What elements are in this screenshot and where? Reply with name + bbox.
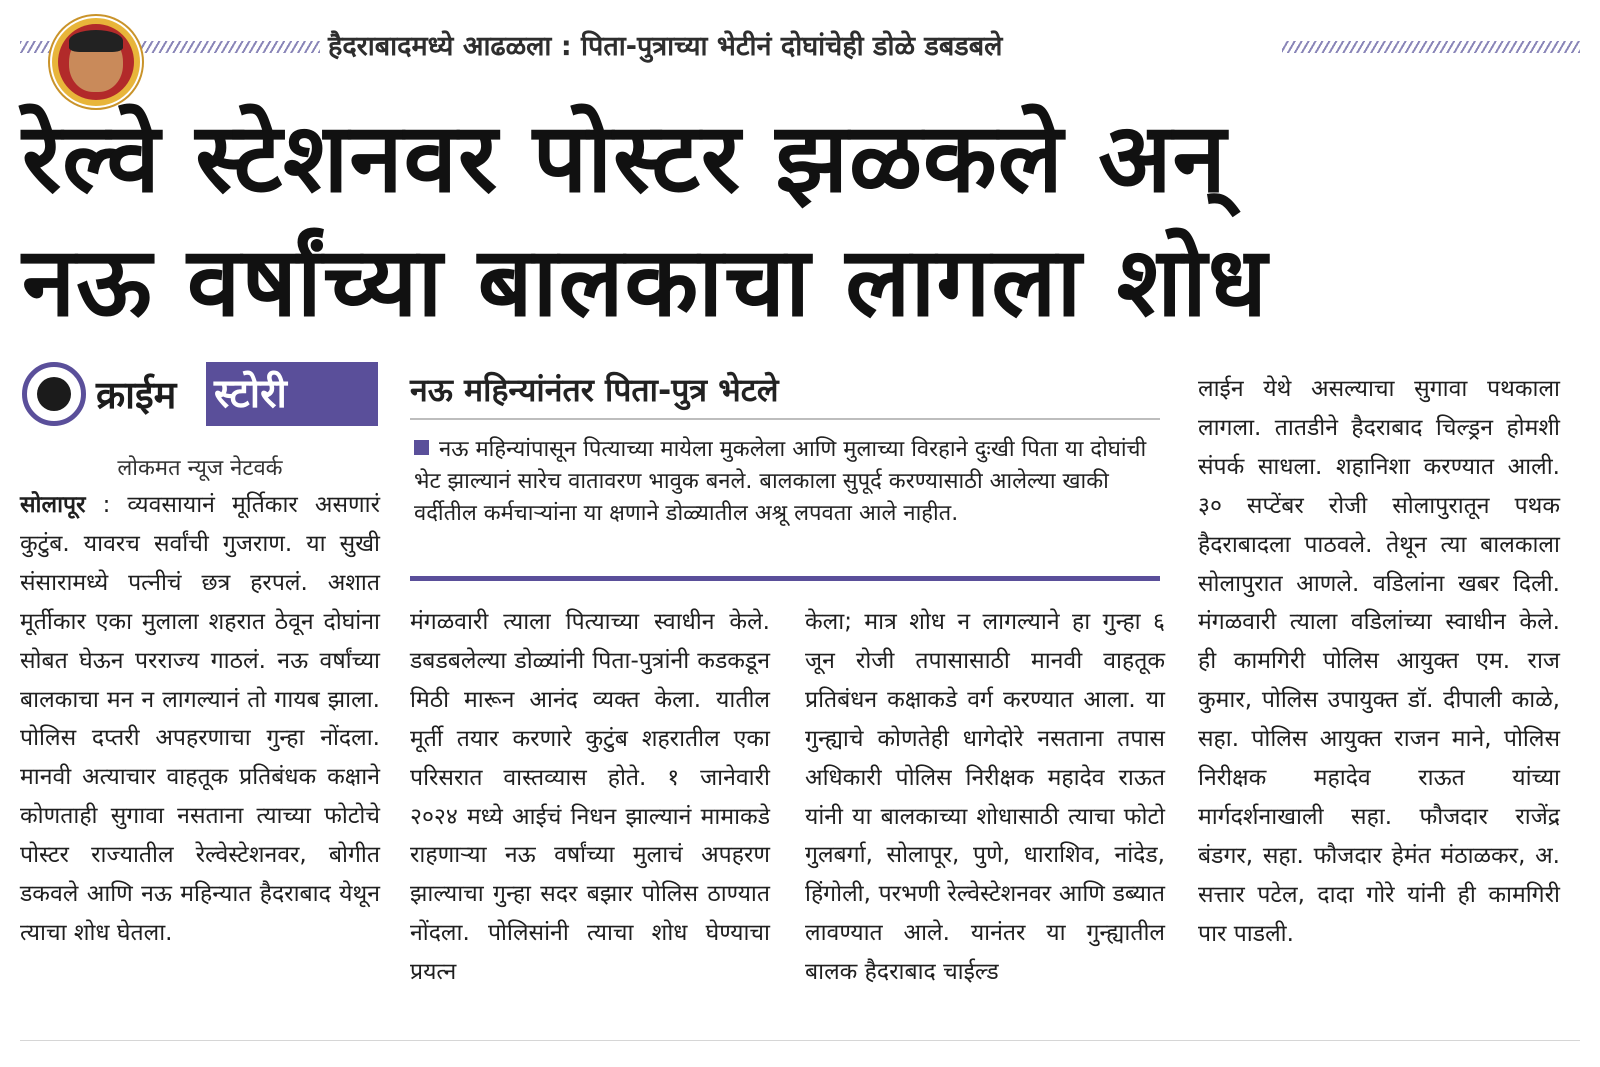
summary-text: नऊ महिन्यांपासून पित्याच्या मायेला मुकलेला आणि मुलाच्या विरहाने दुःखी पिता या दोघांची भेट झाल्यानं सारेच वातावरण भावुक बनले. बालकाला सुपूर्द करण्यासाठी आलेल्या खाकी वर्दीतील कर्मचाऱ्यांना या क्षणाने डोळ्यातील अश्रू लपवता आले नाहीत. (414, 437, 1147, 526)
subheading-divider (410, 418, 1160, 420)
dateline: सोलापूर (20, 492, 86, 518)
section-label (22, 362, 378, 428)
section-label-box (206, 362, 378, 426)
article-column-3: केला; मात्र शोध न लागल्याने हा गुन्हा ६ जून रोजी तपासासाठी मानवी वाहतूक प्रतिबंधन कक्षाकडे वर्ग करण्यात आला. या गुन्ह्याचे कोणतेही धागेदोरे नसताना तपास अधिकारी पोलिस निरीक्षक महादेव राऊत यांनी या बालकाच्या शोधासाठी त्याचा फोटो गुलबर्गा, सोलापूर, पुणे, धाराशिव, नांदेड, हिंगोली, परभणी रेल्वेस्टेशनवर आणि डब्यात लावण्यात आले. यानंतर या गुन्ह्यातील बालक हैदराबाद चाईल्ड (805, 609, 1165, 986)
logo-portrait-hair (69, 30, 123, 52)
summary-rule (410, 576, 1160, 581)
headline-line-2: नऊ वर्षांच्या बालकाचा लागला शोध (22, 226, 1268, 338)
watermark-logo-icon (50, 16, 142, 108)
crime-story-icon (22, 362, 86, 426)
kicker-bar (20, 30, 1580, 64)
bullet-square-icon (414, 440, 429, 455)
headline-line-1: रेल्वे स्टेशनवर पोस्टर झळकले अन् (22, 102, 1227, 214)
kicker-hatch-right (1282, 41, 1580, 53)
article-column-2: मंगळवारी त्याला पित्याच्या स्वाधीन केले. डबडबलेल्या डोळ्यांनी पिता-पुत्रांनी कडकडून मिठी मारून आनंद व्यक्त केला. यातील मूर्ती तयार करणारे कुटुंब शहरातील एका परिसरात वास्तव्यास होते. १ जानेवारी २०२४ मध्ये आईचं निधन झाल्यानं मामाकडे राहणाऱ्या नऊ वर्षांच्या मुलाचं अपहरण झाल्याचा गुन्हा सदर बझार पोलिस ठाण्यात नोंदला. पोलिसांनी त्याचा शोध घेण्याचा प्रयत्न (410, 609, 770, 986)
bottom-divider (20, 1040, 1580, 1041)
article-column-4: लाईन येथे असल्याचा सुगावा पथकाला लागला. तातडीने हैदराबाद चिल्ड्रन होमशी संपर्क साधला. शहानिशा करण्यात आली. ३० सप्टेंबर रोजी सोलापुरातून पथक हैदराबादला पाठवले. तेथून त्या बालकाला सोलापुरात आणले. वडिलांना खबर दिली. मंगळवारी त्याला वडिलांच्या स्वाधीन केले. ही कामगिरी पोलिस आयुक्त एम. राज कुमार, पोलिस उपायुक्त डॉ. दीपाली काळे, सहा. पोलिस आयुक्त राजन माने, पोलिस निरीक्षक महादेव राऊत यांच्या मार्गदर्शनाखाली सहा. फौजदार राजेंद्र बंडगर, सहा. फौजदार हेमंत मंठाळकर, अ. सत्तार पटेल, दादा गोरे यांनी ही कामगिरी पार पाडली. (1198, 376, 1560, 947)
article-column-1 (20, 486, 380, 953)
subheading: नऊ महिन्यांनंतर पिता-पुत्र भेटले (410, 371, 779, 409)
section-label-part2: स्टोरी (214, 371, 287, 417)
summary-box (414, 434, 1158, 530)
column-1-text: : व्यवसायानं मूर्तिकार असणारं कुटुंब. यावरच सर्वांची गुजराण. या सुखी संसारामध्ये पत्नीचं छत्र हरपलं. अशात मूर्तीकार एका मुलाला शहरात ठेवून दोघांना सोबत घेऊन परराज्य गाठलं. नऊ वर्षांच्या बालकाचा मन न लागल्यानं तो गायब झाला. पोलिस दप्तरी अपहरणाचा गुन्हा नोंदला. मानवी अत्याचार वाहतूक प्रतिबंधक कक्षाने कोणताही सुगावा नसताना त्याच्या फोटोचे पोस्टर राज्यातील रेल्वेस्टेशनवर, बोगीत डकवले आणि नऊ महिन्यात हैदराबाद येथून त्याचा शोध घेतला. (20, 492, 380, 946)
kicker-text: हैदराबादमध्ये आढळला : पिता-पुत्राच्या भेटीनं दोघांचेही डोळे डबडबले (328, 31, 1003, 62)
section-label-part1: क्राईम (96, 373, 177, 417)
byline: लोकमत न्यूज नेटवर्क (117, 456, 283, 481)
